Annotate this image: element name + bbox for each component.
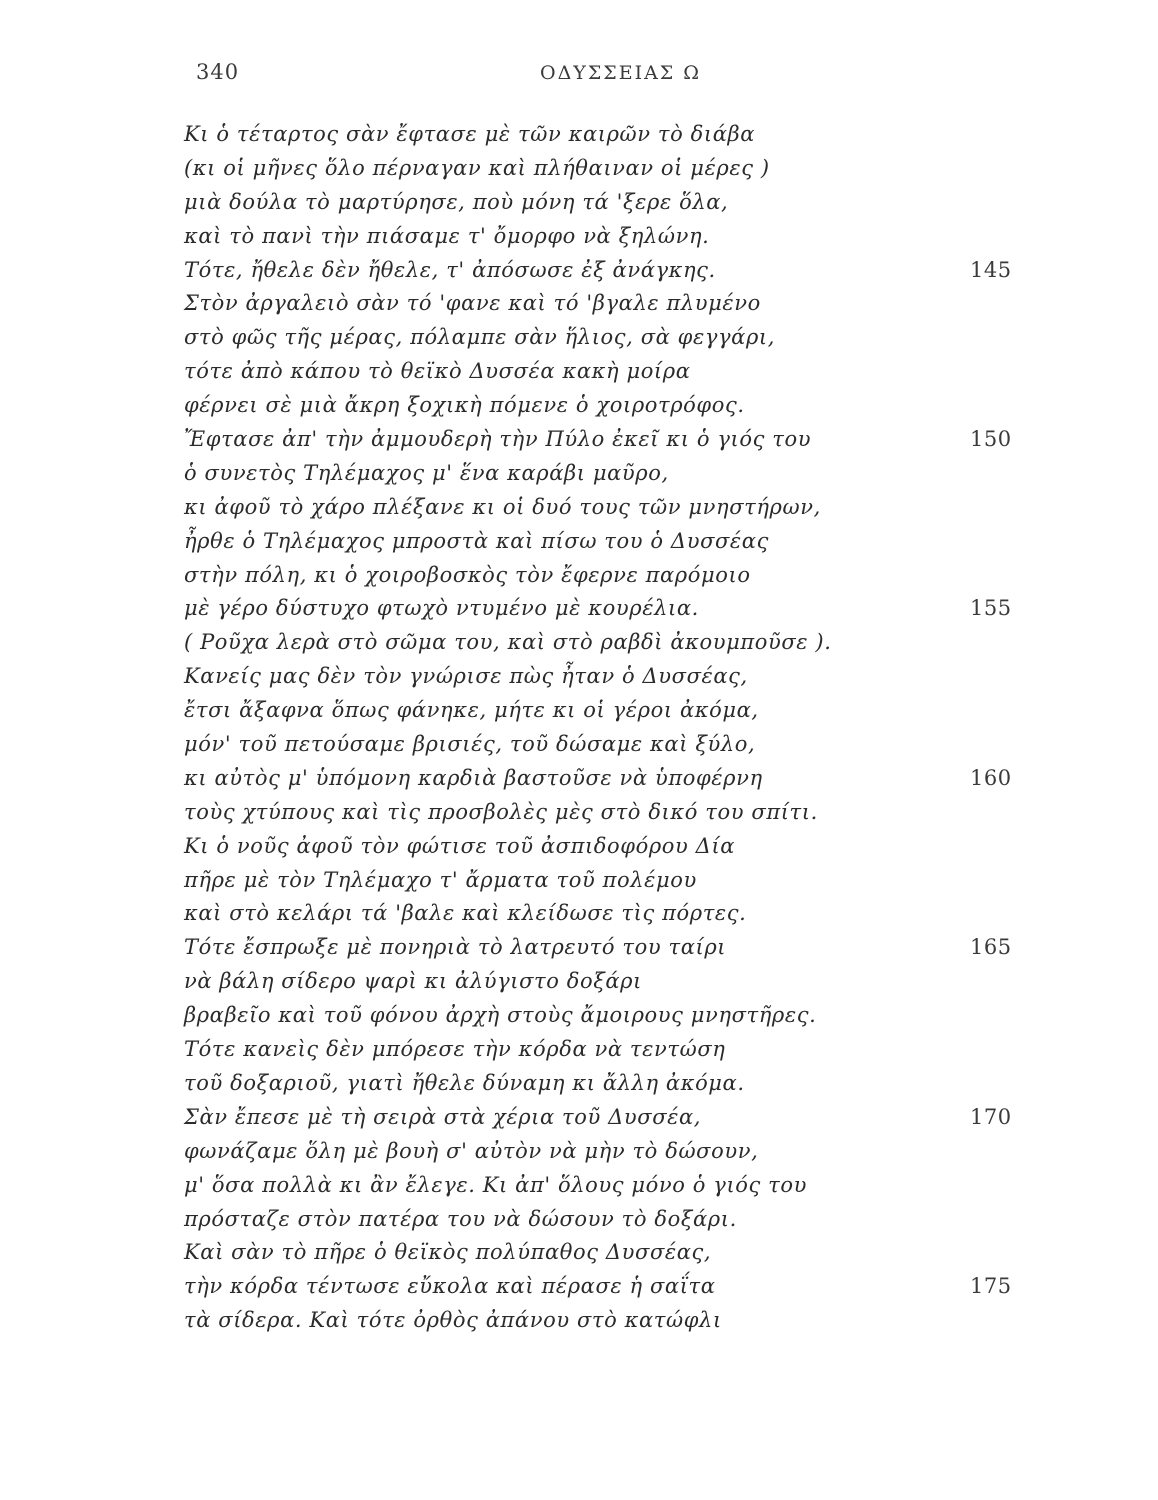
- verse-line: [184, 186, 1084, 220]
- line-number: 165: [970, 935, 1012, 960]
- verse-line: [184, 728, 1084, 762]
- verse-text: πῆρε μὲ τὸν Τηλέμαχο τ' ἄρματα τοῦ πολέμου: [184, 867, 697, 892]
- verse-text: μιὰ δούλα τὸ μαρτύρησε, ποὺ μόνη τά 'ξερε ὅλα,: [184, 189, 729, 214]
- verse-line: [184, 321, 1084, 355]
- verse-line: [184, 254, 1084, 288]
- verse-line: [184, 1135, 1084, 1169]
- verse-text: (κι οἱ μῆνες ὅλο πέρναγαν καὶ πλήθαιναν οἱ μέρες ): [184, 155, 770, 180]
- verse-text: ( Ροῦχα λερὰ στὸ σῶμα του, καὶ στὸ ραβδὶ ἀκουμποῦσε ).: [184, 630, 832, 655]
- line-number: 160: [970, 765, 1012, 790]
- page-number: 340: [196, 60, 240, 84]
- verse-text: μ' ὅσα πολλὰ κι ἂν ἔλεγε. Κι ἀπ' ὅλους μόνο ὁ γιός του: [184, 1172, 807, 1197]
- verse-line: [184, 1101, 1084, 1135]
- verse-line: [184, 1169, 1084, 1203]
- verse-text: τότε ἀπὸ κάπου τὸ θεϊκὸ Δυσσέα κακὴ μοίρα: [184, 359, 691, 384]
- verse-text: καὶ στὸ κελάρι τά 'βαλε καὶ κλείδωσε τὶς πόρτες.: [184, 901, 747, 926]
- verse-text: φωνάζαμε ὅλη μὲ βουὴ σ' αὐτὸν νὰ μὴν τὸ δώσουν,: [184, 1138, 759, 1163]
- verse-line: [184, 762, 1084, 796]
- verse-text: τοῦ δοξαριοῦ, γιατὶ ἤθελε δύναμη κι ἄλλη ἀκόμα.: [184, 1070, 745, 1095]
- verse-text: κι αὐτὸς μ' ὑπόμονη καρδιὰ βαστοῦσε νὰ ὑποφέρνη: [184, 765, 763, 790]
- verse-line: [184, 965, 1084, 999]
- verse-text: νὰ βάλη σίδερο ψαρὶ κι ἀλύγιστο δοξάρι: [184, 969, 642, 994]
- verse-text: καὶ τὸ πανὶ τὴν πιάσαμε τ' ὄμορφο νὰ ξηλώνη.: [184, 223, 710, 248]
- verse-text: μὲ γέρο δύστυχο φτωχὸ ντυμένο μὲ κουρέλια.: [184, 596, 699, 621]
- verse-line: [184, 559, 1084, 593]
- verse-line: [184, 1033, 1084, 1067]
- verse-line: [184, 897, 1084, 931]
- page-header: [0, 60, 1158, 96]
- verse-line: [184, 355, 1084, 389]
- verse-block: [184, 118, 1084, 1338]
- verse-line: [184, 491, 1084, 525]
- verse-text: Ἔφτασε ἀπ' τὴν ἀμμουδερὴ τὴν Πύλο ἐκεῖ κι ὁ γιός του: [184, 427, 812, 452]
- verse-text: Στὸν ἀργαλειὸ σὰν τό 'φανε καὶ τό 'βγαλε πλυμένο: [184, 291, 761, 316]
- verse-line: [184, 1270, 1084, 1304]
- verse-line: [184, 1236, 1084, 1270]
- verse-text: τοὺς χτύπους καὶ τὶς προσβολὲς μὲς στὸ δικό του σπίτι.: [184, 799, 818, 824]
- verse-text: Κι ὁ τέταρτος σὰν ἔφτασε μὲ τῶν καιρῶν τὸ διάβα: [184, 122, 756, 146]
- verse-line: [184, 1067, 1084, 1101]
- verse-line: [184, 457, 1084, 491]
- verse-text: στὸ φῶς τῆς μέρας, πόλαμπε σὰν ἥλιος, σὰ φεγγάρι,: [184, 325, 775, 350]
- verse-text: στὴν πόλη, κι ὁ χοιροβοσκὸς τὸν ἔφερνε παρόμοιο: [184, 562, 751, 587]
- line-number: 175: [970, 1274, 1012, 1299]
- verse-line: [184, 660, 1084, 694]
- verse-line: [184, 152, 1084, 186]
- verse-text: Τότε ἔσπρωξε μὲ πονηριὰ τὸ λατρευτό του ταίρι: [184, 935, 727, 960]
- verse-text: μόν' τοῦ πετούσαμε βρισιές, τοῦ δώσαμε καὶ ξύλο,: [184, 732, 756, 757]
- verse-line: [184, 287, 1084, 321]
- verse-line: [184, 525, 1084, 559]
- verse-text: Κι ὁ νοῦς ἀφοῦ τὸν φώτισε τοῦ ἀσπιδοφόρου Δία: [184, 833, 736, 858]
- verse-text: τὰ σίδερα. Καὶ τότε ὀρθὸς ἀπάνου στὸ κατώφλι: [184, 1308, 722, 1333]
- verse-line: [184, 999, 1084, 1033]
- verse-line: [184, 931, 1084, 965]
- verse-line: [184, 220, 1084, 254]
- verse-text: τὴν κόρδα τέντωσε εὔκολα καὶ πέρασε ἡ σαΐτα: [184, 1274, 716, 1299]
- line-number: 170: [970, 1104, 1012, 1129]
- verse-line: [184, 796, 1084, 830]
- verse-text: κι ἀφοῦ τὸ χάρο πλέξανε κι οἱ δυό τους τῶν μνηστήρων,: [184, 494, 821, 519]
- verse-line: [184, 626, 1084, 660]
- line-number: 145: [970, 257, 1012, 282]
- verse-text: Σὰν ἔπεσε μὲ τὴ σειρὰ στὰ χέρια τοῦ Δυσσέα,: [184, 1104, 702, 1129]
- verse-text: ὁ συνετὸς Τηλέμαχος μ' ἕνα καράβι μαῦρο,: [184, 460, 669, 485]
- verse-text: Καὶ σὰν τὸ πῆρε ὁ θεϊκὸς πολύπαθος Δυσσέας,: [184, 1240, 712, 1265]
- verse-text: ἦρθε ὁ Τηλέμαχος μπροστὰ καὶ πίσω του ὁ Δυσσέας: [184, 528, 769, 553]
- verse-line: [184, 864, 1084, 898]
- verse-text: βραβεῖο καὶ τοῦ φόνου ἀρχὴ στοὺς ἄμοιρους μνηστῆρες.: [184, 1003, 817, 1028]
- line-number: 150: [970, 427, 1012, 452]
- verse-text: ἔτσι ἄξαφνα ὅπως φάνηκε, μήτε κι οἱ γέροι ἀκόμα,: [184, 698, 759, 723]
- verse-line: [184, 830, 1084, 864]
- running-title: ΟΔΥΣΣΕΙΑΣ Ω: [540, 62, 702, 84]
- verse-text: πρόσταζε στὸν πατέρα του νὰ δώσουν τὸ δοξάρι.: [184, 1206, 737, 1231]
- verse-text: φέρνει σὲ μιὰ ἄκρη ξοχικὴ πόμενε ὁ χοιροτρόφος.: [184, 393, 745, 418]
- verse-line: [184, 389, 1084, 423]
- verse-line: [184, 694, 1084, 728]
- line-number: 155: [970, 596, 1012, 621]
- verse-line: [184, 1304, 1084, 1338]
- verse-text: Κανείς μας δὲν τὸν γνώρισε πὼς ἦταν ὁ Δυσσέας,: [184, 664, 748, 689]
- verse-line: [184, 1203, 1084, 1237]
- verse-line: [184, 592, 1084, 626]
- verse-line: [184, 423, 1084, 457]
- verse-text: Τότε κανεὶς δὲν μπόρεσε τὴν κόρδα νὰ τεντώση: [184, 1037, 726, 1062]
- verse-line: [184, 118, 1084, 152]
- verse-text: Τότε, ἤθελε δὲν ἤθελε, τ' ἀπόσωσε ἐξ ἀνάγκης.: [184, 257, 716, 282]
